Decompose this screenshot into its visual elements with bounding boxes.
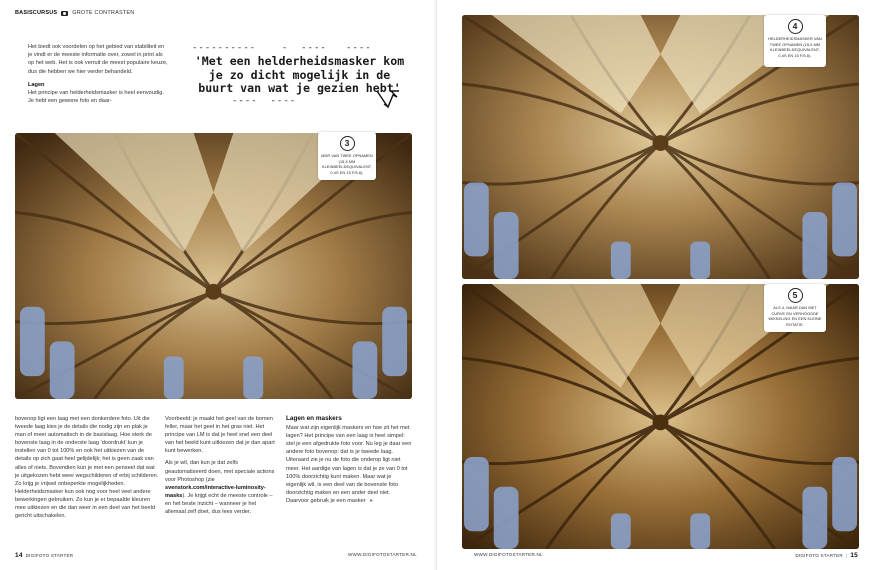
step-number: 4 bbox=[788, 19, 803, 34]
column-heading: Lagen en maskers bbox=[286, 415, 342, 422]
footer-url-left bbox=[348, 552, 417, 557]
intro-text bbox=[28, 43, 168, 105]
text-column-3 bbox=[286, 415, 412, 505]
signature-arrow-icon bbox=[375, 87, 401, 111]
text-column-2 bbox=[165, 415, 275, 516]
text-span: ). Je krijgt echt de meeste controle – en het beste inzicht – wanneer je het allemaal zelf doet, dus lees verder. bbox=[165, 492, 273, 516]
link-text[interactable]: svenstork.com/interactive-luminosity-masks bbox=[165, 484, 266, 499]
footer-url: WWW.DIGIFOTOSTARTER.NL bbox=[348, 552, 417, 557]
footer-url-right bbox=[474, 552, 543, 557]
caption: MDR VAN TWEE OPNAMEN (15,5 MM KLEINBEELDEQUIVALENT, 0,4S EN 15 F/5.6). bbox=[321, 154, 373, 175]
footer-url: WWW.DIGIFOTOSTARTER.NL bbox=[474, 552, 543, 557]
caption: ALS 4, MAAR DAN MET CURVE EN VERHOOGDE WIKKELING EN EEN KLEINE ROTATIE. bbox=[768, 306, 822, 327]
paragraph bbox=[165, 459, 275, 516]
footer-brand: DIGIFOTO STARTER bbox=[795, 553, 843, 558]
text-span: Als je wil, dan kun je dat zelfs geautomatiseerd doen, met speciale actions voor Photoshop (zie bbox=[165, 460, 275, 483]
quote-dash-bottom: ---- ---- bbox=[232, 95, 297, 106]
page-number: 15 bbox=[850, 552, 858, 559]
footer-left bbox=[15, 552, 73, 559]
pull-quote bbox=[192, 43, 407, 106]
paragraph: bovenop ligt een laag met een donkerdere foto. Uit die tweede laag kies je de details die nodig zijn en plak je man of meer automatisch in de basislaag. Hoe sterk de bovenste laag in de onderste laag ‘doordrukt’ kun je instellen van 0 tot 100% en ook het uitkiezen van de details op zich gaat heel gelijdelijk; het is geen zaak van alles of niets. Bovendien kun je met een penseel dat wat je uitgekozen hebt weer wegschilderen of erbij schilderen. Zo krijg je vrijwel onbeperkte mogelijkheden. Helderheidsmasker kun ook nog voor heel veel andere bewerkingen gebruiken. Zo kun je er bepaalde kleuren mee uitkiezen en die dan weer in een deel van het beeld gericht uitschakelen. bbox=[15, 416, 159, 520]
callout-3 bbox=[318, 132, 376, 180]
page-number: 14 bbox=[15, 552, 23, 559]
intro-paragraph: Het biedt ook voordelen op het gebied van stabiliteit en je vindt er de meeste informatie over, zowel in print als op het web. Het is ook verruit de meest populaire keuze, dus die hebben we hier verder behandeld. bbox=[28, 44, 168, 75]
caption: HELDERHEIDSMASKER VAN TWEE OPNAMEN (15,5 MM KLEINBEELDEQUIVALENT, 0,4S EN 15 F/5.6). bbox=[768, 37, 822, 58]
step-number: 5 bbox=[788, 288, 803, 303]
page-header bbox=[15, 10, 134, 16]
paragraph bbox=[286, 424, 412, 505]
continue-arrow-icon: » bbox=[369, 497, 373, 504]
callout-5 bbox=[764, 284, 826, 332]
step-number: 3 bbox=[340, 136, 355, 151]
section-label: BASISCURSUS bbox=[15, 10, 58, 16]
text-span: Maar wat zijn eigenlijk maskers en hoe zit het met lagen? Het principe van een laag is heel simpel: stel je een afgedrukte foto voor. Nu leg je daar een andere foto bovenop: dat is je tweede laag. Uiteraard zie je nu de foto die onderop ligt niet meer. Het aardige van lagen is dat je ze van 0 tot 100% doorzichtig kunt maken. Maar wat je eigenlijk wil, is een deel van de bovenste foto doorzichtig maken en een ander deel niet. Daarvoor gebruik je een masker bbox=[286, 425, 412, 504]
text-column-1 bbox=[15, 415, 160, 520]
camera-icon bbox=[61, 11, 68, 16]
quote-text: 'Met een helderheidsmasker kom je zo dicht mogelijk in de buurt van wat je gezien hebt' bbox=[194, 54, 405, 95]
intro-paragraph-2: Het principe van helderheidsmasker is heel eenvoudig. Je hebt een gewone foto en daar- bbox=[28, 90, 164, 105]
right-page bbox=[437, 0, 874, 570]
footer-right: DIGIFOTO STARTER | 15 bbox=[795, 552, 858, 559]
footer-brand: DIGIFOTO STARTER bbox=[25, 553, 74, 558]
subsection-label: GROTE CONTRASTEN bbox=[72, 10, 135, 16]
quote-dash-top: ---------- - ---- ---- bbox=[192, 43, 372, 53]
paragraph: Voorbeeld: je maakt het geel van de bomen feller, maar het geel in het gras niet. Het principe van LM is dat je heel snel een deel van het beeld kunt uitkiezen dat je dan apart kunt bewerken. bbox=[165, 416, 275, 455]
callout-4 bbox=[764, 15, 826, 67]
intro-heading: Lagen bbox=[28, 81, 45, 88]
